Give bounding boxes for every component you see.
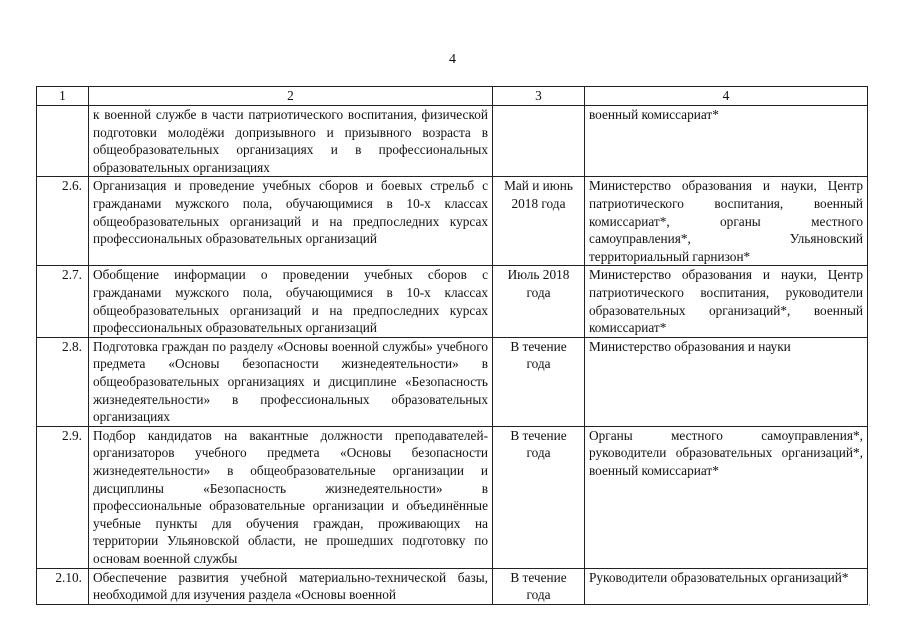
- item-responsible: Министерство образования и науки, Центр патриотического воспитания, военный комиссариат*, органы местного самоуправления*, Ульяновский территориальный гарнизон*: [585, 177, 868, 266]
- scan-speck: ·: [868, 600, 871, 610]
- item-description: Подготовка граждан по разделу «Основы военной службы» учебного предмета «Основы безопасности жизнедеятельности» в общеобразовательных организациях и дисциплине «Безопасность жизнедеятельности» в профессиональных образовательных организациях: [89, 337, 493, 426]
- plan-table: [36, 86, 868, 605]
- column-header-1: 1: [37, 87, 89, 106]
- item-description: к военной службе в части патриотического воспитания, физической подготовки молодёжи допризывного и призывного возраста в общеобразовательных организациях и в профессиональных образовательных организациях: [89, 106, 493, 177]
- item-description: Обеспечение развития учебной материально-технической базы, необходимой для изучения раздела «Основы военной: [89, 568, 493, 604]
- item-responsible: Министерство образования и науки, Центр патриотического воспитания, руководители образовательных организаций*, военный комиссариат*: [585, 266, 868, 337]
- item-term: В течение года: [493, 426, 585, 568]
- table-row: [37, 106, 868, 177]
- item-responsible: Органы местного самоуправления*, руководители образовательных организаций*, военный комиссариат*: [585, 426, 868, 568]
- item-number: [37, 106, 89, 177]
- item-term: В течение года: [493, 568, 585, 604]
- item-term: [493, 106, 585, 177]
- item-responsible: Руководители образовательных организаций*: [585, 568, 868, 604]
- item-number: 2.9.: [37, 426, 89, 568]
- table-row: [37, 426, 868, 568]
- item-term: В течение года: [493, 337, 585, 426]
- item-number: 2.8.: [37, 337, 89, 426]
- item-description: Обобщение информации о проведении учебных сборов с гражданами мужского пола, обучающимися в 10-х классах общеобразовательных организаций и на предпоследних курсах профессиональных образовательных организаций: [89, 266, 493, 337]
- column-header-3: 3: [493, 87, 585, 106]
- table-row: [37, 266, 868, 337]
- item-number: 2.10.: [37, 568, 89, 604]
- item-responsible: Министерство образования и науки: [585, 337, 868, 426]
- table-row: [37, 177, 868, 266]
- item-description: Подбор кандидатов на вакантные должности преподавателей-организаторов учебного предмета «Основы безопасности жизнедеятельности» в общеобразовательные организации и дисциплины «Безопасность жизнедеятельности» в профессиональные образовательные организации и объединённые учебные пункты для обучения граждан, проживающих на территории Ульяновской области, не прошедших подготовку по основам военной службы: [89, 426, 493, 568]
- page-number: 4: [449, 52, 456, 67]
- item-number: 2.6.: [37, 177, 89, 266]
- table-row: [37, 568, 868, 604]
- item-number: 2.7.: [37, 266, 89, 337]
- item-responsible: военный комиссариат*: [585, 106, 868, 177]
- column-header-4: 4: [585, 87, 868, 106]
- column-number-row: [37, 87, 868, 106]
- item-term: Май и июнь 2018 года: [493, 177, 585, 266]
- item-term: Июль 2018 года: [493, 266, 585, 337]
- column-header-2: 2: [89, 87, 493, 106]
- item-description: Организация и проведение учебных сборов и боевых стрельб с гражданами мужского пола, обучающимися в 10-х классах общеобразовательных организаций и на предпоследних курсах профессиональных образовательных организаций: [89, 177, 493, 266]
- table-row: [37, 337, 868, 426]
